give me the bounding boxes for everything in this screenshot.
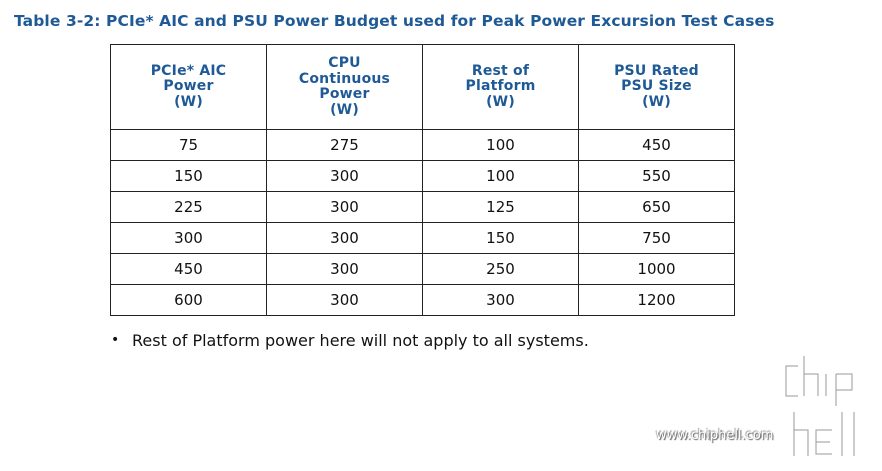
header-line: Power (319, 86, 370, 102)
table-cell: 300 (267, 161, 423, 192)
table-row (111, 285, 735, 316)
table-cell: 450 (111, 254, 267, 285)
bullet-icon: • (111, 332, 120, 348)
table-title: Table 3-2: PCIe* AIC and PSU Power Budget used for Peak Power Excursion Test Cases (14, 12, 775, 30)
table-cell: 1200 (579, 285, 735, 316)
header-psu-rated-size (579, 45, 735, 130)
table-cell: 550 (579, 161, 735, 192)
table-cell: 300 (267, 223, 423, 254)
table-row (111, 130, 735, 161)
watermark-url: www.chiphell.com (656, 428, 774, 443)
table-cell: 300 (111, 223, 267, 254)
table-cell: 150 (111, 161, 267, 192)
table-cell: 125 (423, 192, 579, 223)
table-cell: 100 (423, 161, 579, 192)
table-cell: 100 (423, 130, 579, 161)
table-cell: 300 (423, 285, 579, 316)
table-cell: 300 (267, 285, 423, 316)
table-cell: 150 (423, 223, 579, 254)
header-line: (W) (486, 93, 515, 110)
table-cell: 750 (579, 223, 735, 254)
table-cell: 75 (111, 130, 267, 161)
chiphell-logo-watermark (780, 354, 872, 464)
table-cell: 650 (579, 192, 735, 223)
header-line: Platform (465, 78, 536, 95)
header-line: (W) (174, 93, 203, 110)
header-line: PCIe* AIC (150, 62, 227, 79)
table-cell: 1000 (579, 254, 735, 285)
table-cell: 300 (267, 254, 423, 285)
header-line: CPU (328, 55, 361, 71)
power-budget-table (110, 44, 735, 316)
header-line: PSU Rated (614, 62, 699, 79)
table-row (111, 254, 735, 285)
header-cpu-continuous-power (267, 45, 423, 130)
table-row (111, 192, 735, 223)
table-cell: 450 (579, 130, 735, 161)
footnote (111, 331, 589, 350)
header-line: Rest of (471, 62, 530, 79)
header-line: PSU Size (621, 78, 692, 95)
header-rest-of-platform (423, 45, 579, 130)
header-pcie-aic-power (111, 45, 267, 130)
table-cell: 250 (423, 254, 579, 285)
table-cell: 225 (111, 192, 267, 223)
header-line: (W) (642, 93, 671, 110)
table-header-row (111, 45, 735, 130)
table-row (111, 223, 735, 254)
table-cell: 300 (267, 192, 423, 223)
header-line: Continuous (298, 70, 391, 87)
footnote-text: Rest of Platform power here will not apply to all systems. (132, 331, 589, 350)
table-row (111, 161, 735, 192)
table-cell: 600 (111, 285, 267, 316)
header-line: (W) (330, 101, 359, 118)
table-cell: 275 (267, 130, 423, 161)
header-line: Power (163, 78, 214, 95)
